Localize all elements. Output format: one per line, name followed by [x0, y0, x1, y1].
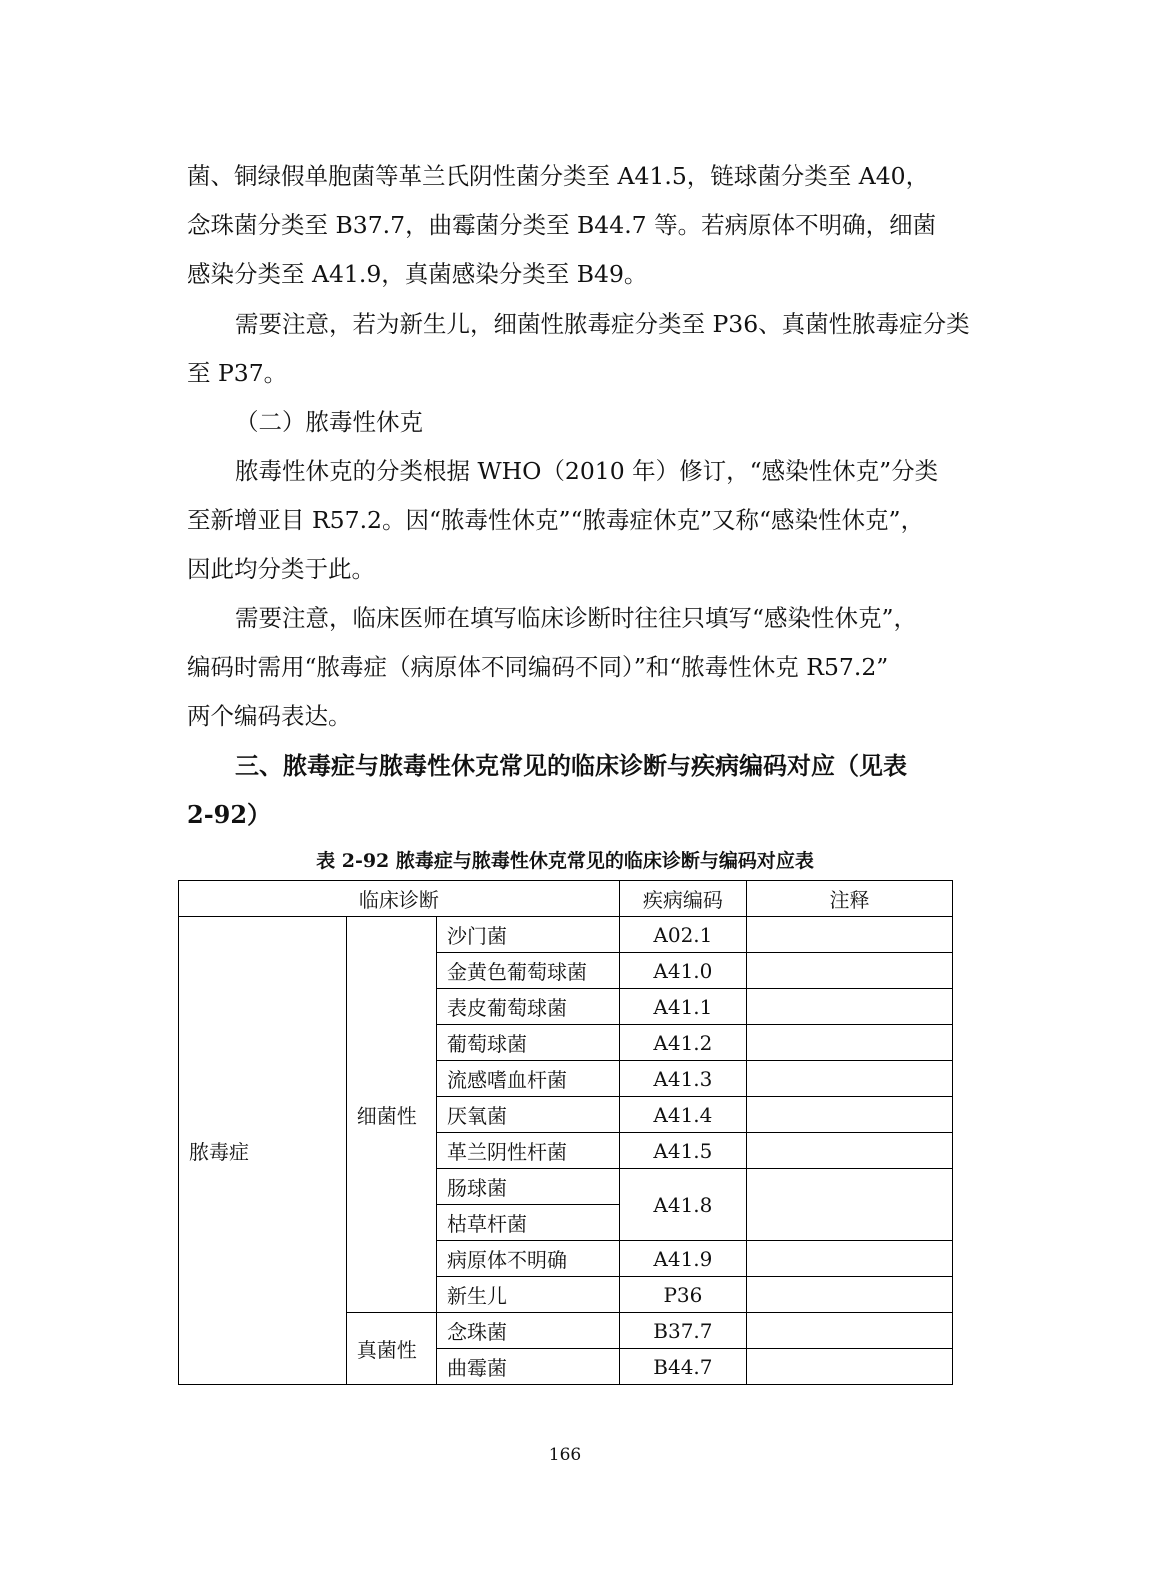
- pathogen-name: 革兰阴性杆菌: [436, 1133, 619, 1169]
- paragraph-line: 因此均分类于此。: [187, 555, 375, 583]
- page-number: 166: [548, 1445, 582, 1465]
- note-cell: [747, 917, 953, 953]
- disease-code: A41.8: [619, 1169, 746, 1241]
- disease-code: A02.1: [619, 917, 746, 953]
- paragraph-line: 至新增亚目 R57.2。因“脓毒性休克”“脓毒症休克”又称“感染性休克”，: [187, 506, 925, 534]
- note-cell: [747, 953, 953, 989]
- disease-code: A41.9: [619, 1241, 746, 1277]
- paragraph-line: 需要注意，临床医师在填写临床诊断时往往只填写“感染性休克”，: [235, 604, 918, 632]
- note-cell: [747, 1169, 953, 1241]
- pathogen-name: 新生儿: [436, 1277, 619, 1313]
- paragraph-line: 菌、铜绿假单胞菌等革兰氏阴性菌分类至 A41.5，链球菌分类至 A40，: [187, 162, 930, 190]
- note-cell: [747, 1133, 953, 1169]
- header-diagnosis: 临床诊断: [179, 881, 620, 917]
- pathogen-name: 枯草杆菌: [436, 1205, 619, 1241]
- note-cell: [747, 1097, 953, 1133]
- pathogen-name: 念珠菌: [436, 1313, 619, 1349]
- pathogen-name: 肠球菌: [436, 1169, 619, 1205]
- header-code: 疾病编码: [619, 881, 746, 917]
- note-cell: [747, 989, 953, 1025]
- paragraph-line: 念珠菌分类至 B37.7，曲霉菌分类至 B44.7 等。若病原体不明确，细菌: [187, 211, 937, 239]
- group-fungal: 真菌性: [346, 1313, 436, 1385]
- table-caption: 表 2-92 脓毒症与脓毒性休克常见的临床诊断与编码对应表: [316, 850, 814, 872]
- disease-code: A41.1: [619, 989, 746, 1025]
- disease-code: B37.7: [619, 1313, 746, 1349]
- pathogen-name: 沙门菌: [436, 917, 619, 953]
- disease-code: A41.5: [619, 1133, 746, 1169]
- note-cell: [747, 1025, 953, 1061]
- pathogen-name: 曲霉菌: [436, 1349, 619, 1385]
- pathogen-name: 表皮葡萄球菌: [436, 989, 619, 1025]
- group-bacterial: 细菌性: [346, 917, 436, 1313]
- disease-code: P36: [619, 1277, 746, 1313]
- disease-code: B44.7: [619, 1349, 746, 1385]
- note-cell: [747, 1313, 953, 1349]
- disease-code: A41.3: [619, 1061, 746, 1097]
- pathogen-name: 病原体不明确: [436, 1241, 619, 1277]
- paragraph-line: 脓毒性休克的分类根据 WHO（2010 年）修订，“感染性休克”分类: [235, 457, 939, 485]
- paragraph-line: 需要注意，若为新生儿，细菌性脓毒症分类至 P36、真菌性脓毒症分类: [235, 310, 970, 338]
- pathogen-name: 金黄色葡萄球菌: [436, 953, 619, 989]
- section-heading: 2-92）: [187, 800, 272, 829]
- note-cell: [747, 1349, 953, 1385]
- disease-code: A41.0: [619, 953, 746, 989]
- section-heading: 三、脓毒症与脓毒性休克常见的临床诊断与疾病编码对应（见表: [235, 751, 907, 780]
- disease-code: A41.2: [619, 1025, 746, 1061]
- note-cell: [747, 1241, 953, 1277]
- table-header-row: [179, 881, 953, 917]
- note-cell: [747, 1061, 953, 1097]
- note-cell: [747, 1277, 953, 1313]
- disease-code: A41.4: [619, 1097, 746, 1133]
- header-note: 注释: [747, 881, 953, 917]
- group-sepsis: 脓毒症: [179, 917, 347, 1385]
- subheading: （二）脓毒性休克: [235, 408, 423, 436]
- paragraph-line: 两个编码表达。: [187, 702, 352, 730]
- paragraph-line: 至 P37。: [187, 359, 288, 387]
- paragraph-line: 编码时需用“脓毒症（病原体不同编码不同）”和“脓毒性休克 R57.2”: [187, 653, 889, 681]
- table-row: [179, 917, 953, 953]
- pathogen-name: 葡萄球菌: [436, 1025, 619, 1061]
- paragraph-line: 感染分类至 A41.9，真菌感染分类至 B49。: [187, 260, 648, 288]
- pathogen-name: 流感嗜血杆菌: [436, 1061, 619, 1097]
- pathogen-name: 厌氧菌: [436, 1097, 619, 1133]
- diagnosis-code-table: [178, 880, 953, 1385]
